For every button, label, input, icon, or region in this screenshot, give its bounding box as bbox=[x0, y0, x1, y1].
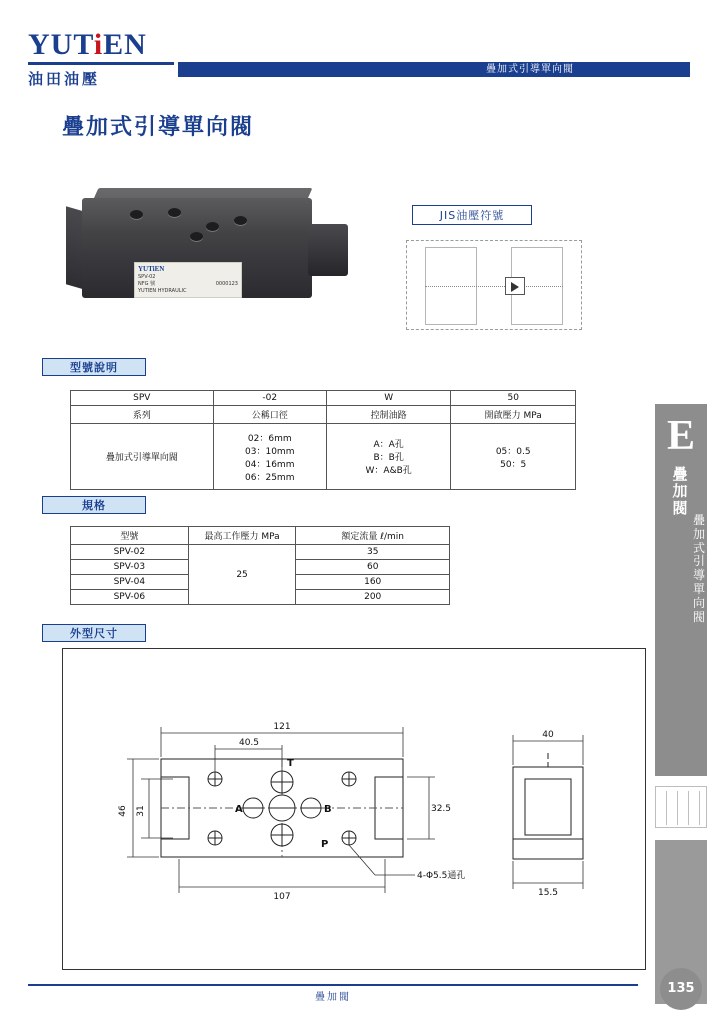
dim-label-32-5: 32.5 bbox=[430, 804, 452, 814]
model-cell: 50 bbox=[451, 391, 576, 406]
page-number-badge: 135 bbox=[660, 968, 702, 1010]
footer-title: 疊加閥 bbox=[315, 992, 351, 1003]
valve-right-cap bbox=[308, 224, 348, 276]
dim-label-31: 31 bbox=[136, 805, 146, 817]
bore-option: 04：16mm bbox=[245, 459, 295, 470]
table-row bbox=[71, 406, 576, 424]
spec-flow-cell: 60 bbox=[296, 560, 450, 575]
circuit-option: A：A孔 bbox=[373, 440, 404, 450]
nameplate-serial-value: 0000123 bbox=[215, 281, 238, 288]
nameplate-footer: YUTIEN HYDRAULIC bbox=[138, 287, 187, 294]
valve-port-icon bbox=[168, 208, 181, 217]
dim-label-46: 46 bbox=[118, 805, 128, 817]
spec-flow-cell: 160 bbox=[296, 575, 450, 590]
nameplate-serial-label: NFG 號 bbox=[138, 281, 156, 288]
model-cell: SPV bbox=[71, 391, 214, 406]
port-label-A: A bbox=[235, 804, 243, 815]
spec-model-cell: SPV-03 bbox=[71, 560, 189, 575]
logo-underline bbox=[28, 62, 174, 65]
port-label-B: B bbox=[324, 804, 332, 815]
dimension-drawing bbox=[63, 649, 647, 971]
spec-flow-cell: 200 bbox=[296, 590, 450, 605]
model-cell: 公稱口徑 bbox=[213, 406, 326, 424]
spec-header-cell: 額定流量 ℓ/min bbox=[296, 527, 450, 545]
pressure-option: 05：0.5 bbox=[495, 446, 531, 457]
section-tab-model-code: 型號說明 bbox=[42, 358, 146, 376]
page-title: 疊加式引導單向閥 bbox=[62, 115, 255, 140]
model-series-cell: 疊加式引導單向閥 bbox=[71, 424, 214, 490]
valve-port-icon bbox=[130, 210, 143, 219]
valve-port-icon bbox=[190, 232, 203, 241]
port-label-P: P bbox=[321, 839, 329, 850]
side-index-product: 疊加式引導單向閥 bbox=[692, 513, 705, 624]
dim-label-107: 107 bbox=[273, 892, 291, 902]
model-cell: W bbox=[326, 391, 451, 406]
model-code-table bbox=[70, 390, 576, 490]
header-banner-title: 疊加式引導單向閥 bbox=[486, 64, 574, 75]
valve-nameplate bbox=[134, 262, 242, 298]
spec-header-cell: 型號 bbox=[71, 527, 189, 545]
side-index-letter: E bbox=[666, 413, 695, 459]
model-cell: 開啟壓力 MPa bbox=[451, 406, 576, 424]
pressure-option: 50：5 bbox=[500, 459, 527, 470]
table-row bbox=[71, 424, 576, 490]
bore-option: 02：6mm bbox=[247, 433, 292, 444]
dimension-drawing-frame bbox=[62, 648, 646, 970]
table-header-row bbox=[71, 527, 450, 545]
model-pressure-cell bbox=[451, 424, 576, 490]
bore-option: 03：10mm bbox=[245, 446, 295, 457]
model-cell: 系列 bbox=[71, 406, 214, 424]
valve-port-icon bbox=[234, 216, 247, 225]
spec-model-cell: SPV-04 bbox=[71, 575, 189, 590]
footer-divider bbox=[28, 984, 638, 986]
holes-note-label: 4-Φ5.5通孔 bbox=[417, 871, 466, 881]
model-cell: -02 bbox=[213, 391, 326, 406]
product-photo bbox=[62, 180, 362, 330]
side-index-category: 疊加閥 bbox=[672, 465, 688, 517]
dim-label-40: 40 bbox=[542, 730, 554, 740]
side-index-tab bbox=[655, 404, 707, 776]
jis-symbol-diagram bbox=[406, 240, 582, 330]
valve-port-icon bbox=[206, 222, 219, 231]
nameplate-logo: YUTiEN bbox=[138, 265, 165, 273]
spec-header-cell: 最高工作壓力 MPa bbox=[188, 527, 296, 545]
spec-flow-cell: 35 bbox=[296, 545, 450, 560]
dim-label-40-5: 40.5 bbox=[238, 738, 260, 748]
spec-table bbox=[70, 526, 450, 605]
bore-option: 06：25mm bbox=[245, 472, 295, 483]
jis-flow-line bbox=[425, 286, 563, 287]
port-label-T: T bbox=[287, 758, 294, 769]
header-banner bbox=[178, 62, 690, 77]
logo-subtitle: 油田油壓 bbox=[28, 70, 101, 88]
spec-model-cell: SPV-06 bbox=[71, 590, 189, 605]
page-header bbox=[0, 0, 722, 92]
table-row bbox=[71, 391, 576, 406]
circuit-option: W：A&B孔 bbox=[365, 466, 412, 476]
nameplate-model: SPV-02 bbox=[138, 274, 156, 281]
company-logo bbox=[28, 30, 178, 89]
model-circuit-cell bbox=[326, 424, 451, 490]
check-valve-icon bbox=[505, 277, 525, 295]
spec-pressure-cell: 25 bbox=[188, 545, 296, 605]
section-tab-spec: 規格 bbox=[42, 496, 146, 514]
table-row bbox=[71, 545, 450, 560]
spec-model-cell: SPV-02 bbox=[71, 545, 189, 560]
logo-wordmark: YUTiEN bbox=[28, 28, 147, 61]
section-tab-dimensions: 外型尺寸 bbox=[42, 624, 146, 642]
circuit-option: B：B孔 bbox=[373, 453, 404, 463]
model-cell: 控制油路 bbox=[326, 406, 451, 424]
jis-symbol-label: JIS油壓符號 bbox=[412, 205, 532, 225]
dim-label-121: 121 bbox=[273, 722, 291, 732]
model-bore-cell bbox=[213, 424, 326, 490]
side-mini-symbol bbox=[655, 786, 707, 828]
dim-label-15-5: 15.5 bbox=[537, 888, 559, 898]
